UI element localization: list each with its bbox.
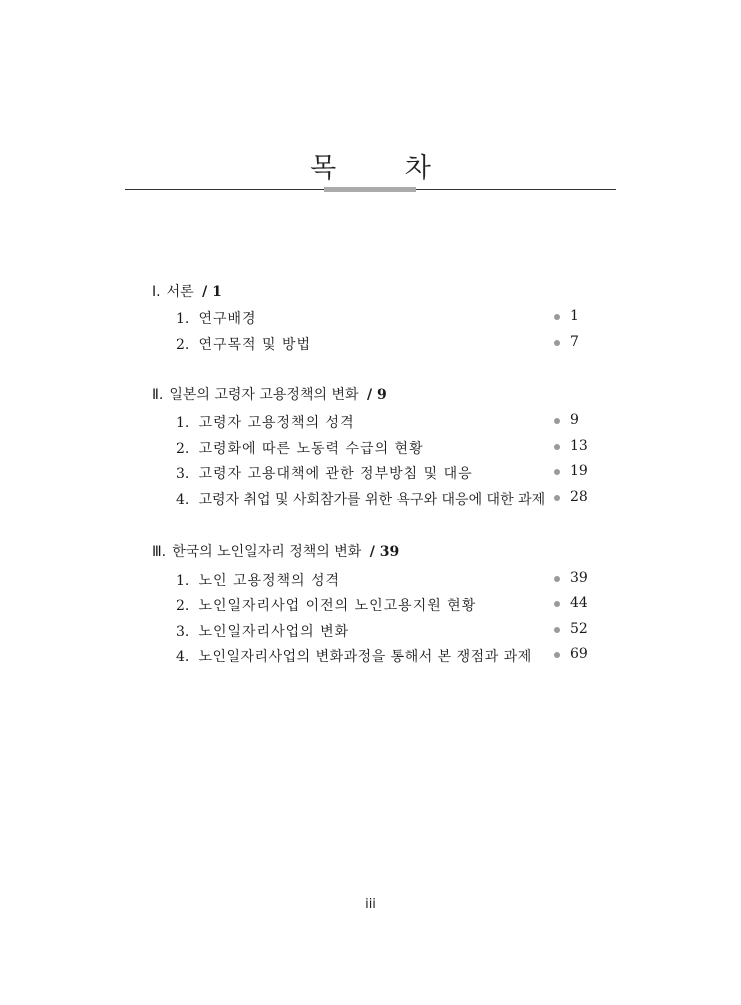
chapter-title: 한국의 노인일자리 정책의 변화	[172, 544, 362, 560]
toc-entry[interactable]	[176, 463, 596, 483]
bullet-icon	[554, 576, 560, 582]
entry-title: 고령화에 따른 노동력 수급의 현황	[198, 441, 424, 457]
bullet-icon	[554, 314, 560, 320]
entry-title: 고령자 고용대책에 관한 정부방침 및 대응	[198, 466, 473, 482]
entry-page: 1	[570, 308, 579, 324]
toc-entry[interactable]	[176, 621, 596, 641]
chapter-number: Ⅰ.	[152, 284, 161, 300]
entry-page: 7	[570, 334, 579, 350]
chapter-page: / 1	[202, 284, 222, 300]
toc-entry[interactable]	[176, 412, 596, 432]
entry-page: 28	[570, 489, 588, 505]
entry-title: 노인 고용정책의 성격	[198, 573, 341, 589]
bullet-icon	[554, 418, 560, 424]
entry-title: 고령자 고용정책의 성격	[198, 415, 355, 431]
toc-entry[interactable]	[176, 595, 596, 615]
bullet-icon	[554, 495, 560, 501]
chapter-heading-1[interactable]	[152, 281, 222, 301]
chapter-page: / 39	[369, 544, 400, 560]
chapter-number: Ⅲ.	[152, 544, 167, 560]
entry-page: 44	[570, 595, 588, 611]
entry-page: 39	[570, 570, 588, 586]
entry-number: 3.	[176, 624, 190, 640]
toc-entry[interactable]	[176, 570, 596, 590]
entry-number: 4.	[176, 649, 190, 665]
chapter-number: Ⅱ.	[152, 387, 164, 403]
chapter-page: / 9	[366, 387, 387, 403]
entry-title: 노인일자리사업 이전의 노인고용지원 현황	[198, 598, 477, 614]
entry-title: 연구목적 및 방법	[198, 337, 312, 353]
entry-page: 19	[570, 463, 588, 479]
chapter-heading-3[interactable]	[152, 541, 399, 561]
title-rule-accent	[324, 187, 416, 192]
bullet-icon	[554, 601, 560, 607]
entry-page: 69	[570, 646, 588, 662]
chapter-title: 일본의 고령자 고용정책의 변화	[169, 387, 359, 403]
entry-title: 고령자 취업 및 사회참가를 위한 욕구와 대응에 대한 과제	[198, 492, 546, 508]
bullet-icon	[554, 469, 560, 475]
entry-page: 9	[570, 412, 579, 428]
toc-entry[interactable]	[176, 308, 596, 328]
toc-entry[interactable]	[176, 646, 596, 666]
entry-number: 1.	[176, 311, 190, 327]
entry-page: 13	[570, 438, 588, 454]
toc-entry[interactable]	[176, 438, 596, 458]
chapter-title: 서론	[166, 284, 194, 300]
entry-title: 연구배경	[198, 311, 257, 327]
entry-number: 1.	[176, 573, 190, 589]
entry-number: 2.	[176, 337, 190, 353]
entry-number: 3.	[176, 466, 190, 482]
entry-title: 노인일자리사업의 변화	[198, 624, 350, 640]
toc-entry[interactable]	[176, 334, 596, 354]
entry-title: 노인일자리사업의 변화과정을 통해서 본 쟁점과 과제	[198, 649, 532, 665]
page-number: iii	[365, 897, 376, 912]
entry-page: 52	[570, 621, 588, 637]
bullet-icon	[554, 444, 560, 450]
entry-number: 2.	[176, 598, 190, 614]
bullet-icon	[554, 652, 560, 658]
entry-number: 2.	[176, 441, 190, 457]
chapter-heading-2[interactable]	[152, 384, 387, 404]
entry-number: 4.	[176, 492, 190, 508]
page-title: 목 차	[310, 153, 461, 184]
toc-entry[interactable]	[176, 489, 596, 509]
bullet-icon	[554, 627, 560, 633]
bullet-icon	[554, 340, 560, 346]
entry-number: 1.	[176, 415, 190, 431]
